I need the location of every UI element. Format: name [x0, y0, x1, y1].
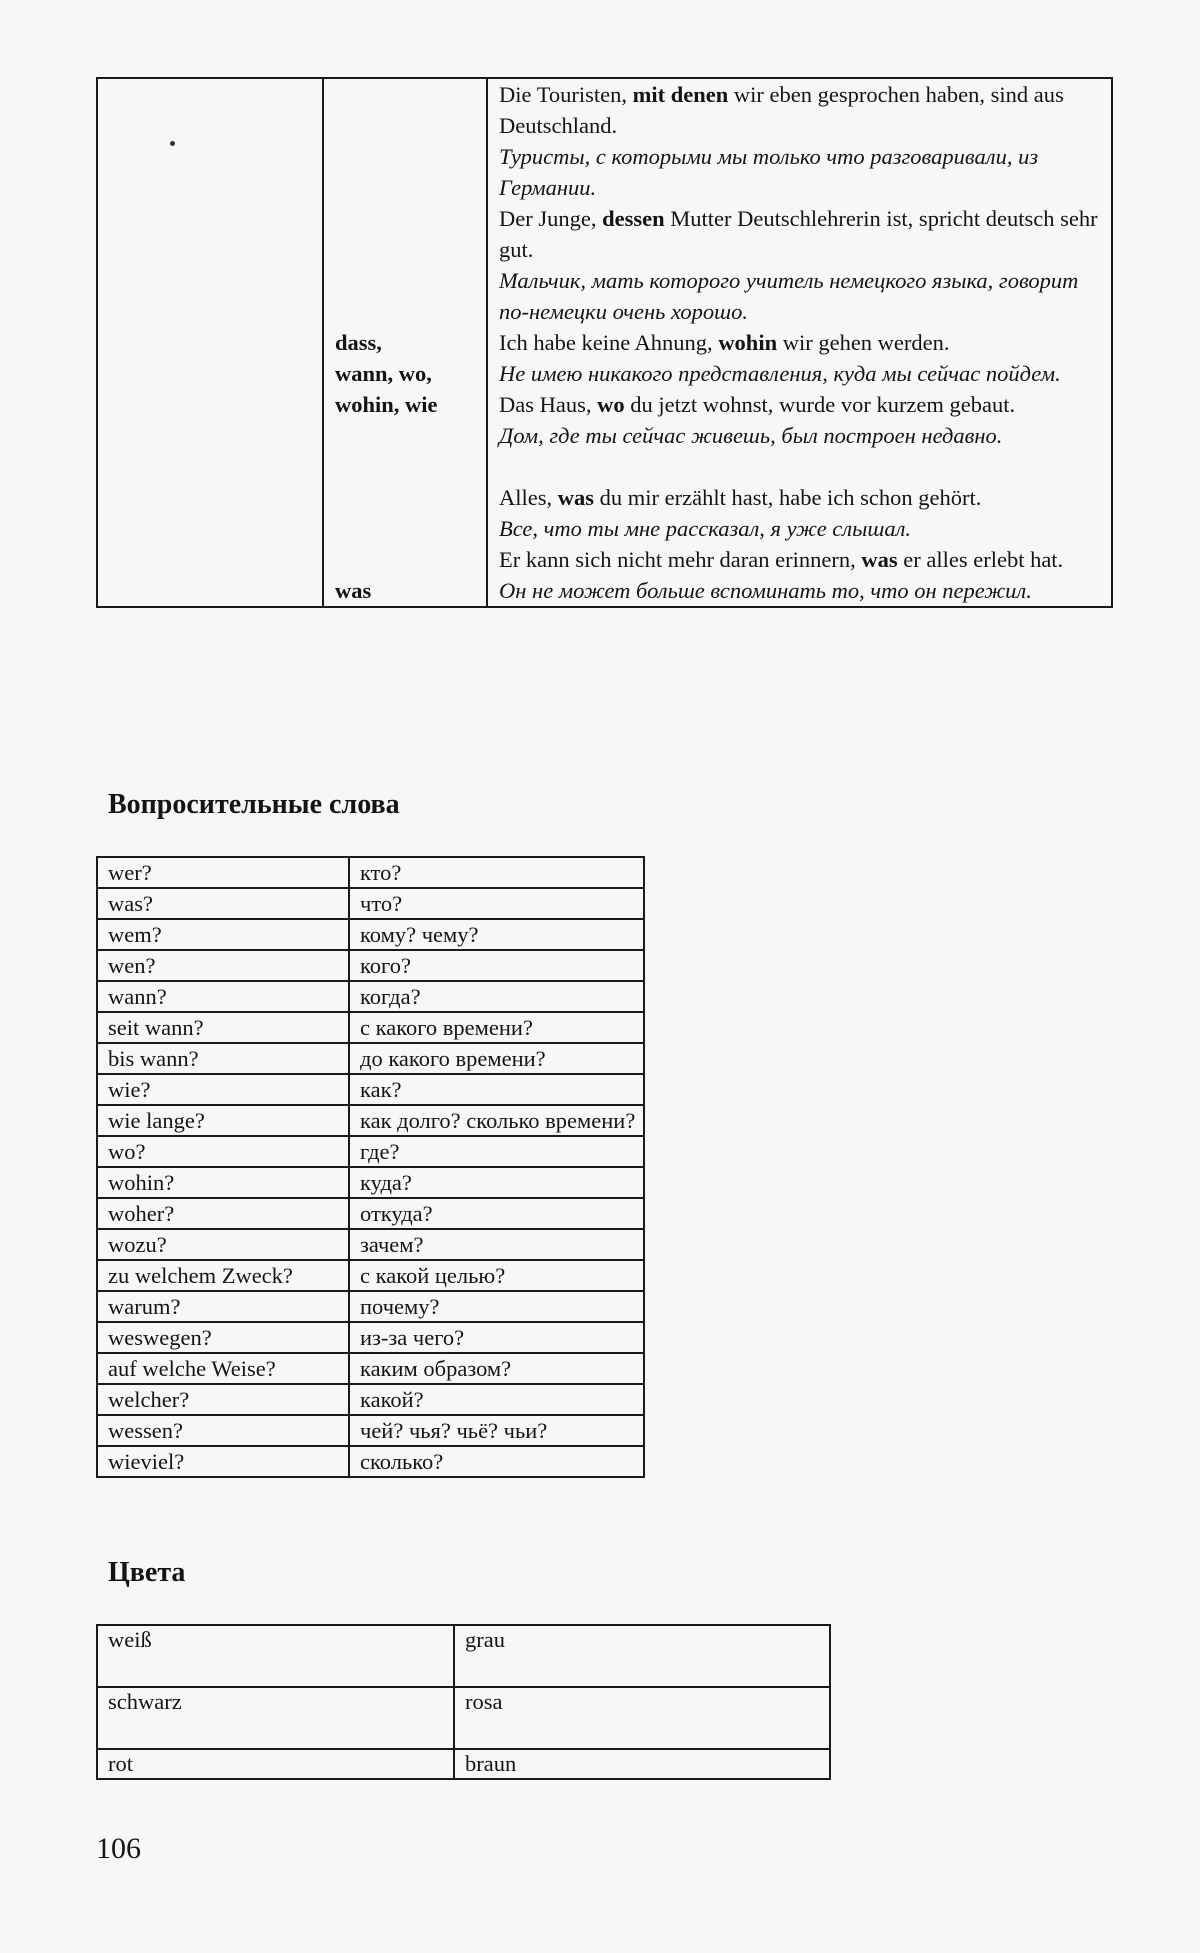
russian-translation: почему? — [349, 1291, 644, 1322]
german-question-word: wozu? — [97, 1229, 349, 1260]
conjunction-line: wann, wo, — [335, 361, 432, 386]
table-row — [97, 1260, 644, 1291]
keyword: dessen — [602, 206, 665, 231]
russian-translation: каким образом? — [349, 1353, 644, 1384]
german-question-word: was? — [97, 888, 349, 919]
keyword: was — [861, 547, 898, 572]
german-question-word: warum? — [97, 1291, 349, 1322]
keyword: wo — [597, 392, 625, 417]
conjunction-line: wohin, wie — [335, 392, 438, 417]
example-german — [499, 203, 1099, 265]
russian-translation: с какой целью? — [349, 1260, 644, 1291]
russian-translation: чей? чья? чьё? чьи? — [349, 1415, 644, 1446]
russian-translation: откуда? — [349, 1198, 644, 1229]
german-question-word: zu welchem Zweck? — [97, 1260, 349, 1291]
german-question-word: auf welche Weise? — [97, 1353, 349, 1384]
table-row — [97, 1043, 644, 1074]
german-question-word: seit wann? — [97, 1012, 349, 1043]
color-cell: weiß — [97, 1625, 454, 1687]
russian-translation: до какого времени? — [349, 1043, 644, 1074]
text-part: du jetzt wohnst, wurde vor kurzem gebaut. — [624, 392, 1016, 417]
table-row — [97, 1291, 644, 1322]
example-russian: Он не может больше вспоминать то, что он пережил. — [499, 578, 1032, 603]
example-german — [499, 544, 1099, 575]
table-row — [97, 1012, 644, 1043]
text-part: wir gehen werden. — [777, 330, 950, 355]
text-part: wir eben gesprochen haben, sind aus Deutschland. — [499, 82, 1064, 138]
example-german — [499, 389, 1099, 420]
colors-table — [96, 1624, 831, 1780]
text-part: Er kann sich nicht mehr daran erinnern, — [499, 547, 862, 572]
keyword: mit denen — [632, 82, 729, 107]
relative-clause-table — [96, 77, 1113, 608]
german-question-word: wann? — [97, 981, 349, 1012]
table-row — [97, 1625, 830, 1687]
table-row — [97, 1446, 644, 1477]
russian-translation: как? — [349, 1074, 644, 1105]
russian-translation: зачем? — [349, 1229, 644, 1260]
text-part: du mir erzählt hast, habe ich schon gehört. — [594, 485, 982, 510]
table-row — [97, 78, 1112, 607]
russian-translation: кому? чему? — [349, 919, 644, 950]
german-question-word: wer? — [97, 857, 349, 888]
example-russian: Туристы, с которыми мы только что разговаривали, из Германии. — [499, 144, 1039, 200]
color-cell: braun — [454, 1749, 830, 1779]
russian-translation: с какого времени? — [349, 1012, 644, 1043]
russian-translation: что? — [349, 888, 644, 919]
german-question-word: bis wann? — [97, 1043, 349, 1074]
russian-translation: кого? — [349, 950, 644, 981]
german-question-word: wessen? — [97, 1415, 349, 1446]
german-question-word: woher? — [97, 1198, 349, 1229]
table-row — [97, 1198, 644, 1229]
text-part: Ich habe keine Ahnung, — [499, 330, 719, 355]
table-row — [97, 888, 644, 919]
russian-translation: когда? — [349, 981, 644, 1012]
german-question-word: wie? — [97, 1074, 349, 1105]
table-row — [97, 1136, 644, 1167]
table-row — [97, 1229, 644, 1260]
german-question-word: wohin? — [97, 1167, 349, 1198]
german-question-word: wo? — [97, 1136, 349, 1167]
german-question-word: wem? — [97, 919, 349, 950]
color-cell: rot — [97, 1749, 454, 1779]
examples-cell — [487, 78, 1112, 607]
conjunction-cell — [323, 78, 487, 607]
text-part: Der Junge, — [499, 206, 603, 231]
german-question-word: weswegen? — [97, 1322, 349, 1353]
russian-translation: где? — [349, 1136, 644, 1167]
table-row — [97, 1353, 644, 1384]
text-part: Alles, — [499, 485, 558, 510]
question-words-table — [96, 856, 645, 1478]
table-row — [97, 857, 644, 888]
empty-category-cell — [97, 78, 323, 607]
page-number: 106 — [96, 1832, 141, 1865]
russian-translation: как долго? сколько времени? — [349, 1105, 644, 1136]
text-part: er alles erlebt hat. — [897, 547, 1064, 572]
table-row — [97, 1167, 644, 1198]
example-german — [499, 327, 1099, 358]
russian-translation: сколько? — [349, 1446, 644, 1477]
example-german — [499, 79, 1099, 141]
conjunction-line: was — [335, 578, 372, 603]
table-row — [97, 1322, 644, 1353]
section-heading-question-words: Вопросительные слова — [108, 789, 400, 820]
table-row — [97, 981, 644, 1012]
table-row — [97, 1749, 830, 1779]
color-cell: grau — [454, 1625, 830, 1687]
russian-translation: из-за чего? — [349, 1322, 644, 1353]
keyword: wohin — [718, 330, 778, 355]
example-russian: Все, что ты мне рассказал, я уже слышал. — [499, 516, 912, 541]
table-row — [97, 1384, 644, 1415]
example-russian: Дом, где ты сейчас живешь, был построен недавно. — [499, 423, 1003, 448]
table-row — [97, 1415, 644, 1446]
table-row — [97, 950, 644, 981]
german-question-word: wie lange? — [97, 1105, 349, 1136]
russian-translation: какой? — [349, 1384, 644, 1415]
table-row — [97, 1074, 644, 1105]
table-row — [97, 919, 644, 950]
example-russian: Мальчик, мать которого учитель немецкого языка, говорит по-немецки очень хорошо. — [499, 268, 1079, 324]
text-part: Die Touristen, — [499, 82, 633, 107]
german-question-word: wen? — [97, 950, 349, 981]
german-question-word: welcher? — [97, 1384, 349, 1415]
russian-translation: куда? — [349, 1167, 644, 1198]
section-heading-colors: Цвета — [108, 1557, 186, 1588]
example-german — [499, 482, 1099, 513]
text-part: Mutter Deutschlehrerin ist, spricht deutsch sehr gut. — [499, 206, 1098, 262]
conjunction-line: dass, — [335, 330, 382, 355]
keyword: was — [557, 485, 595, 510]
german-question-word: wieviel? — [97, 1446, 349, 1477]
text-part: Das Haus, — [499, 392, 598, 417]
table-row — [97, 1687, 830, 1749]
russian-translation: кто? — [349, 857, 644, 888]
color-cell: rosa — [454, 1687, 830, 1749]
color-cell: schwarz — [97, 1687, 454, 1749]
table-row — [97, 1105, 644, 1136]
example-russian: Не имею никакого представления, куда мы сейчас пойдем. — [499, 361, 1061, 386]
